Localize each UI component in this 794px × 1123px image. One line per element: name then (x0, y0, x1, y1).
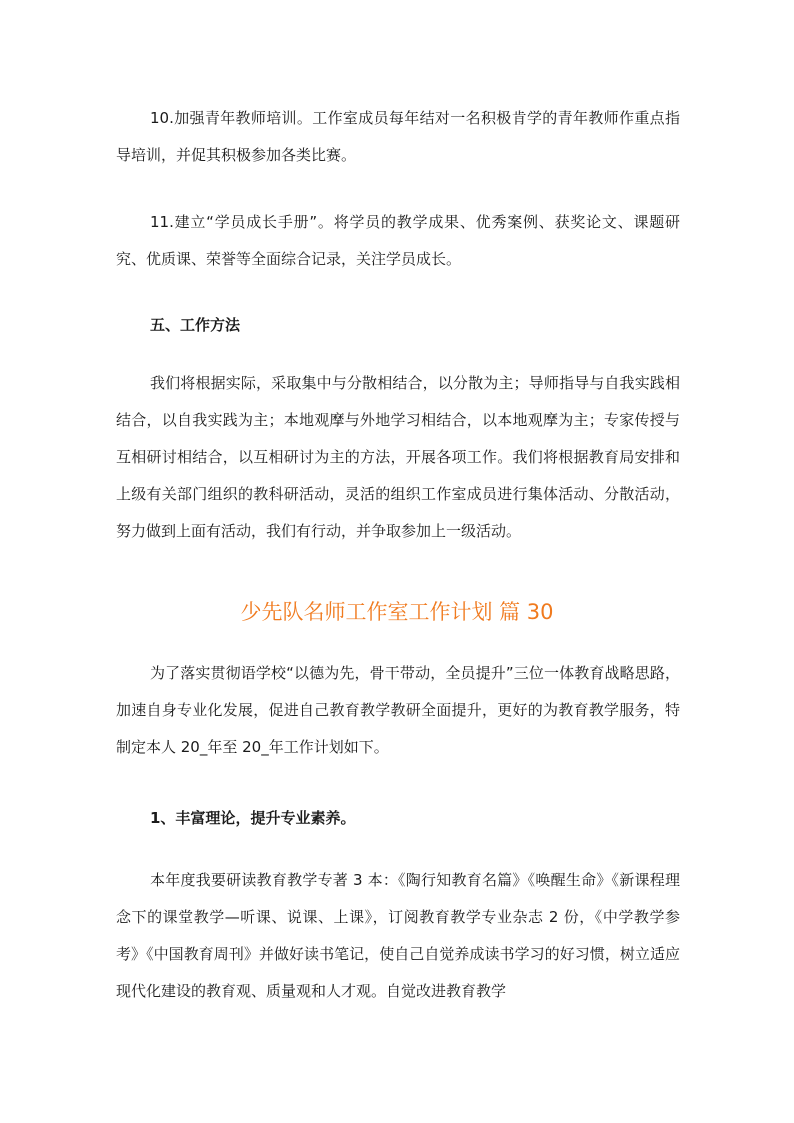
paragraph-work-methods: 我们将根据实际，采取集中与分散相结合，以分散为主；导师指导与自我实践相结合，以自我实践为主；本地观摩与外地学习相结合，以本地观摩为主；专家传授与互相研讨相结合，以互相研讨为主的方法，开展各项工作。我们将根据教育局安排和上级有关部门组织的教科研活动，灵活的组织工作室成员进行集体活动、分散活动，努力做到上面有活动，我们有行动，并争取参加上一级活动。 (116, 374, 680, 540)
paragraph-intro: 为了落实贯彻语学校“以德为先，骨干带动，全员提升”三位一体教育战略思路，加速自身专业化发展，促进自己教育教学教研全面提升，更好的为教育教学服务，特制定本人 20_年至 20_年工作计划如下。 (116, 664, 680, 756)
heading-enrich-theory: 1、丰富理论，提升专业素养。 (150, 809, 356, 827)
paragraph-young-teacher-training: 10.加强青年教师培训。工作室成员每年结对一名积极肯学的青年教师作重点指导培训，并促其积极参加各类比赛。 (116, 109, 680, 164)
section-title: 少先队名师工作室工作计划 篇 30 (240, 600, 554, 624)
paragraph-growth-handbook: 11.建立“学员成长手册”。将学员的教学成果、优秀案例、获奖论文、课题研究、优质课、荣誉等全面综合记录，关注学员成长。 (116, 213, 680, 268)
paragraph-reading-plan: 本年度我要研读教育教学专著 3 本：《陶行知教育名篇》《唤醒生命》《新课程理念下的课堂教学—听课、说课、上课》，订阅教育教学专业杂志 2 份，《中学教学参考》《中国教育周刊》并做好读书笔记，使自己自觉养成读书学习的好习惯，树立适应现代化建设的教育观、质量观和人才观。自觉改进教育教学 (116, 871, 680, 1000)
heading-work-methods: 五、工作方法 (150, 316, 241, 334)
